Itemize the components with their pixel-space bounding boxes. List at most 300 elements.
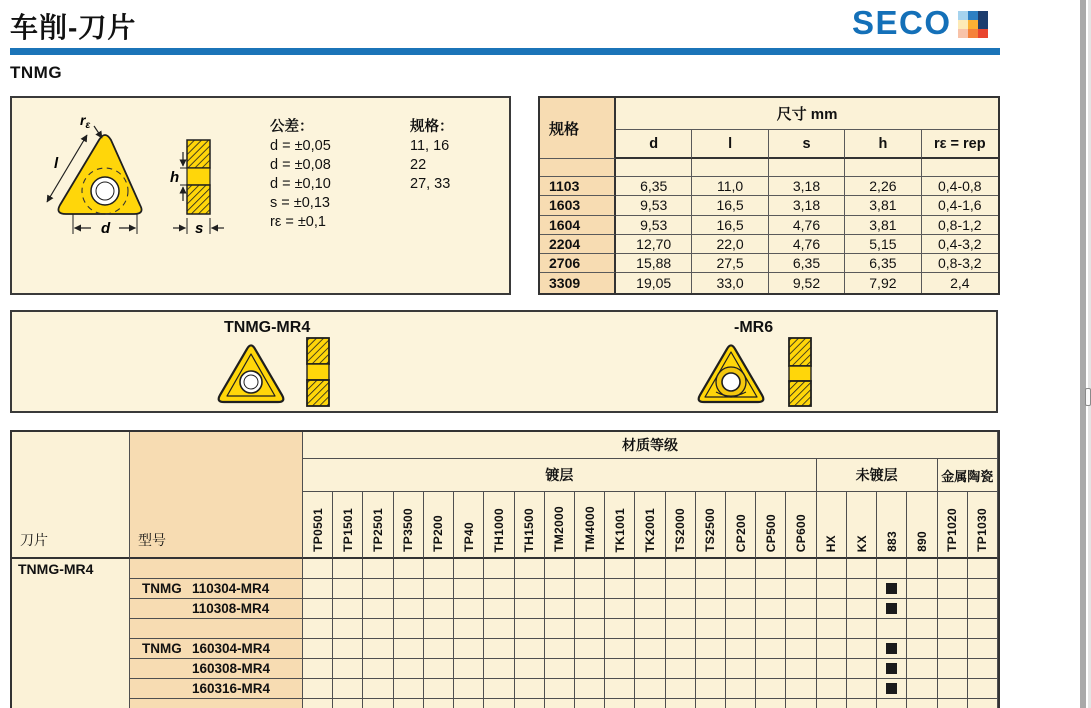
logo-grid-square: [968, 20, 978, 29]
grade-cell: [968, 579, 998, 599]
grade-cell: [303, 639, 333, 659]
tolerance-block: [270, 118, 331, 232]
grade-cell: [635, 579, 665, 599]
grade-cell: [394, 619, 424, 639]
availability-mark: [886, 683, 897, 694]
grade-cell: [515, 699, 545, 708]
grade-col-label: TH1000: [491, 507, 506, 552]
grade-cell: [756, 679, 786, 699]
grade-col-header: [575, 492, 605, 559]
grade-cell: [454, 699, 484, 708]
insert-group-cell: [12, 559, 130, 708]
dim-value-cell: 12,70: [616, 235, 692, 254]
grade-cell: [424, 659, 454, 679]
grade-cell: [938, 579, 968, 599]
grade-cell: [575, 579, 605, 599]
dim-col-header: d: [616, 130, 692, 159]
grade-cell: [847, 699, 877, 708]
grade-cell: [877, 659, 907, 679]
grade-cell: [605, 619, 635, 639]
grade-cell: [394, 639, 424, 659]
grade-col-header: [877, 492, 907, 559]
grade-cell: [575, 699, 605, 708]
dim-value-cell: 33,0: [692, 273, 768, 292]
grade-cell: [515, 619, 545, 639]
grade-cell: [575, 679, 605, 699]
tolerance-line: rε = ±0,1: [270, 214, 326, 230]
grade-cell: [696, 559, 726, 579]
logo-grid-square: [958, 29, 968, 38]
grade-cell: [424, 559, 454, 579]
grade-cell: [333, 599, 363, 619]
dim-spec-col-header: 规格: [540, 98, 616, 159]
grade-cell: [575, 599, 605, 619]
dim-value-cell: 9,53: [616, 196, 692, 215]
grade-cell: [333, 579, 363, 599]
grade-cell: [666, 619, 696, 639]
grade-cell: [726, 659, 756, 679]
grade-cell: [484, 599, 514, 619]
grade-cell: [575, 619, 605, 639]
grade-cell: [786, 559, 816, 579]
grade-cell: [817, 559, 847, 579]
grade-cell: [545, 599, 575, 619]
grade-cell: [394, 679, 424, 699]
grade-col-label: TM2000: [552, 506, 567, 552]
grade-col-header: [938, 492, 968, 559]
r-epsilon-label: $r_\varepsilon$: [80, 112, 91, 131]
grade-cell: [363, 699, 393, 708]
dim-spare-cell: [769, 159, 845, 177]
grade-cell: [756, 699, 786, 708]
grade-col-header: [333, 492, 363, 559]
grade-cell: [515, 679, 545, 699]
dim-value-cell: 0,4-1,6: [922, 196, 998, 215]
grade-cell: [938, 659, 968, 679]
spec-line: 22: [410, 157, 427, 173]
model-cell: [130, 599, 303, 619]
grade-cell: [786, 619, 816, 639]
grade-col-label: TP1020: [945, 508, 960, 552]
grade-cell: [515, 579, 545, 599]
grade-cell: [333, 659, 363, 679]
model-number: 160304-MR4: [192, 641, 271, 656]
grade-cell: [635, 699, 665, 708]
dim-spec-cell: 1604: [540, 216, 616, 235]
model-cell: [130, 639, 303, 659]
grade-cell: [635, 619, 665, 639]
grade-col-header: [756, 492, 786, 559]
grade-cell: [545, 619, 575, 639]
grade-cell: [454, 639, 484, 659]
grade-col-label: TP1501: [340, 508, 355, 552]
grade-cell: [363, 639, 393, 659]
grade-cell: [786, 599, 816, 619]
scrollbar-track[interactable]: [1080, 0, 1086, 708]
insert-side-view: [187, 140, 210, 214]
grade-cell: [575, 559, 605, 579]
grade-cell: [515, 659, 545, 679]
insert-style-right-label: -MR6: [734, 319, 774, 336]
logo-grid-square: [968, 11, 978, 20]
grade-col-label: KX: [854, 534, 869, 552]
insert-col-header: 刀片: [12, 432, 130, 559]
dim-value-cell: 16,5: [692, 216, 768, 235]
grade-cell: [666, 579, 696, 599]
grade-group-header: 镀层: [303, 459, 817, 492]
grade-col-header: [726, 492, 756, 559]
grade-cell: [454, 579, 484, 599]
grade-cell: [666, 639, 696, 659]
grade-cell: [575, 639, 605, 659]
s-label: s: [195, 220, 204, 237]
insert-style-panel: [10, 310, 998, 413]
header-divider: [10, 48, 1000, 55]
dim-value-cell: 2,26: [845, 177, 921, 196]
grade-col-label: TP200: [431, 515, 446, 552]
grade-cell: [786, 659, 816, 679]
grade-col-label: 883: [884, 531, 899, 552]
dim-spare-cell: [845, 159, 921, 177]
dim-value-cell: 0,4-3,2: [922, 235, 998, 254]
dim-value-cell: 7,92: [845, 273, 921, 292]
dim-spec-cell: 1603: [540, 196, 616, 215]
grade-col-label: TS2000: [673, 508, 688, 552]
grade-cell: [394, 659, 424, 679]
grade-cell: [666, 599, 696, 619]
grade-cell: [454, 679, 484, 699]
seco-logo-grid-icon: [958, 11, 988, 38]
grade-cell: [756, 579, 786, 599]
dim-value-cell: 3,81: [845, 216, 921, 235]
grade-col-header: [454, 492, 484, 559]
grade-cell: [363, 679, 393, 699]
grade-cell: [756, 659, 786, 679]
dim-value-cell: 16,5: [692, 196, 768, 215]
tolerance-line: s = ±0,13: [270, 195, 330, 211]
grade-cell: [907, 559, 937, 579]
grade-cell: [847, 659, 877, 679]
grade-cell: [303, 599, 333, 619]
dim-value-cell: 3,18: [769, 177, 845, 196]
grade-cell: [454, 659, 484, 679]
grade-cell: [635, 559, 665, 579]
grade-cell: [696, 679, 726, 699]
insert-style-left-label: TNMG-MR4: [224, 319, 311, 336]
grade-cell: [545, 699, 575, 708]
tolerance-diagram-panel: [10, 96, 511, 295]
grade-col-label: CP200: [733, 513, 748, 552]
grade-cell: [484, 619, 514, 639]
grade-cell: [303, 679, 333, 699]
grade-cell: [938, 559, 968, 579]
grade-cell: [454, 599, 484, 619]
seco-logo-text: SECO: [852, 4, 952, 41]
grade-cell: [605, 659, 635, 679]
grade-cell: [363, 659, 393, 679]
dim-spec-cell: 2706: [540, 254, 616, 273]
grade-cell: [817, 619, 847, 639]
dim-spec-cell: 3309: [540, 273, 616, 292]
dim-value-cell: 5,15: [845, 235, 921, 254]
grade-cell: [605, 639, 635, 659]
grade-col-header: [363, 492, 393, 559]
grade-cell: [968, 639, 998, 659]
grade-cell: [786, 579, 816, 599]
grade-cell: [303, 659, 333, 679]
dim-spare-cell: [540, 159, 616, 177]
model-prefix: TNMG: [142, 641, 182, 656]
grade-cell: [726, 699, 756, 708]
grade-col-label: 890: [914, 531, 929, 552]
model-prefix: TNMG: [142, 581, 182, 596]
grade-cell: [726, 619, 756, 639]
grade-cell: [847, 639, 877, 659]
mr6-top-view: [688, 336, 774, 408]
grade-cell: [363, 599, 393, 619]
section-label: TNMG: [10, 63, 63, 82]
grade-cell: [907, 659, 937, 679]
dim-spec-cell: 1103: [540, 177, 616, 196]
grade-cell: [363, 559, 393, 579]
dim-value-cell: 6,35: [845, 254, 921, 273]
grade-cell: [333, 679, 363, 699]
dim-value-cell: 0,8-1,2: [922, 216, 998, 235]
grade-cell: [877, 639, 907, 659]
grade-cell: [907, 599, 937, 619]
dimension-table: [538, 96, 1000, 295]
scrollbar-thumb[interactable]: [1085, 388, 1091, 406]
dim-value-cell: 19,05: [616, 273, 692, 292]
grade-cell: [394, 559, 424, 579]
dim-value-cell: 27,5: [692, 254, 768, 273]
grade-cell: [907, 679, 937, 699]
grade-cell: [696, 639, 726, 659]
grade-col-header: [424, 492, 454, 559]
dim-value-cell: 3,18: [769, 196, 845, 215]
grade-cell: [817, 679, 847, 699]
grade-cell: [303, 619, 333, 639]
spec-heading: 规格：: [410, 119, 454, 135]
grade-col-label: TP1030: [975, 508, 990, 552]
dim-spare-cell: [922, 159, 998, 177]
grade-cell: [817, 639, 847, 659]
grade-cell: [394, 699, 424, 708]
grade-cell: [333, 559, 363, 579]
grade-cell: [877, 579, 907, 599]
grade-cell: [847, 679, 877, 699]
grade-cell: [726, 679, 756, 699]
dim-unit-header: 尺寸 mm: [616, 98, 998, 130]
grade-cell: [877, 559, 907, 579]
logo-grid-square: [978, 11, 988, 20]
grade-cell: [756, 599, 786, 619]
grade-cell: [968, 679, 998, 699]
dim-value-cell: 6,35: [616, 177, 692, 196]
grade-cell: [817, 579, 847, 599]
grade-cell: [907, 619, 937, 639]
dim-col-header: s: [769, 130, 845, 159]
grade-col-header: [635, 492, 665, 559]
grade-cell: [817, 699, 847, 708]
grade-cell: [515, 559, 545, 579]
dim-value-cell: 0,8-3,2: [922, 254, 998, 273]
grade-cell: [847, 559, 877, 579]
grade-cell: [786, 699, 816, 708]
grade-group-header: 金属陶瓷: [938, 459, 998, 492]
grade-cell: [847, 579, 877, 599]
dim-col-header: rε = rep: [922, 130, 998, 159]
insert-dimension-diagram: [24, 112, 239, 282]
tolerance-line: d = ±0,05: [270, 138, 331, 154]
availability-mark: [886, 663, 897, 674]
insert-group-label: TNMG-MR4: [18, 561, 94, 577]
grade-cell: [424, 599, 454, 619]
grade-cell: [575, 659, 605, 679]
grade-cell: [877, 599, 907, 619]
grade-col-label: TP3500: [401, 508, 416, 552]
availability-mark: [886, 603, 897, 614]
grade-cell: [303, 559, 333, 579]
grade-cell: [635, 599, 665, 619]
model-cell: [130, 679, 303, 699]
grade-cell: [968, 619, 998, 639]
mr4-side-view: [304, 336, 332, 408]
grade-cell: [666, 559, 696, 579]
grade-cell: [333, 619, 363, 639]
grade-cell: [938, 619, 968, 639]
grade-col-label: TP40: [461, 522, 476, 552]
grade-cell: [726, 639, 756, 659]
grade-cell: [605, 599, 635, 619]
grade-cell: [635, 639, 665, 659]
availability-mark: [886, 643, 897, 654]
model-cell: [130, 659, 303, 679]
grade-cell: [938, 679, 968, 699]
model-number: 160316-MR4: [192, 681, 271, 696]
grade-cell: [605, 679, 635, 699]
dim-spare-cell: [692, 159, 768, 177]
grade-cell: [545, 559, 575, 579]
grade-cell: [363, 619, 393, 639]
grade-cell: [515, 639, 545, 659]
grade-cell: [454, 559, 484, 579]
model-cell: [130, 579, 303, 599]
h-label: h: [170, 169, 180, 186]
dim-value-cell: 4,76: [769, 235, 845, 254]
grade-cell: [756, 559, 786, 579]
dim-spare-cell: [616, 159, 692, 177]
grade-cell: [484, 659, 514, 679]
grade-cell: [696, 659, 726, 679]
grade-cell: [907, 579, 937, 599]
dim-value-cell: 0,4-0,8: [922, 177, 998, 196]
grade-cell: [726, 559, 756, 579]
logo-grid-square: [958, 11, 968, 20]
logo-grid-square: [958, 20, 968, 29]
l-label: l: [54, 155, 59, 172]
dim-spec-cell: 2204: [540, 235, 616, 254]
dim-value-cell: 11,0: [692, 177, 768, 196]
grade-cell: [394, 579, 424, 599]
grade-cell: [484, 699, 514, 708]
grade-cell: [938, 599, 968, 619]
grade-col-header: [786, 492, 816, 559]
grade-cell: [545, 659, 575, 679]
grade-cell: [424, 579, 454, 599]
grade-cell: [666, 659, 696, 679]
grade-cell: [545, 639, 575, 659]
grade-cell: [545, 579, 575, 599]
tolerance-heading: 公差：: [270, 119, 314, 135]
grade-cell: [786, 639, 816, 659]
page-title: 车削-刀片: [10, 12, 137, 43]
grade-col-label: CP500: [763, 513, 778, 552]
model-number: 110304-MR4: [192, 581, 270, 596]
grade-cell: [756, 639, 786, 659]
grade-col-header: [394, 492, 424, 559]
model-col-header: 型号: [130, 432, 303, 559]
model-cell: [130, 699, 303, 708]
grade-cell: [424, 619, 454, 639]
grade-col-header: [696, 492, 726, 559]
grade-col-label: CP600: [794, 513, 809, 552]
grade-cell: [666, 679, 696, 699]
dim-value-cell: 2,4: [950, 275, 970, 292]
grade-cell: [696, 579, 726, 599]
grade-table: [10, 430, 1000, 708]
grade-col-header: [545, 492, 575, 559]
grade-col-label: TK1001: [612, 507, 627, 552]
insert-hole-ring: [96, 182, 114, 200]
grade-cell: [907, 699, 937, 708]
grade-cell: [424, 699, 454, 708]
model-number: 160308-MR4: [192, 661, 271, 676]
grade-cell: [605, 559, 635, 579]
dim-col-header: l: [692, 130, 768, 159]
logo-grid-square: [978, 20, 988, 29]
grade-cell: [484, 579, 514, 599]
spec-block: [410, 118, 454, 194]
grade-cell: [484, 639, 514, 659]
grade-cell: [817, 599, 847, 619]
grade-cell: [605, 699, 635, 708]
grade-cell: [424, 679, 454, 699]
grade-cell: [696, 619, 726, 639]
grade-cell: [968, 599, 998, 619]
dim-value-cell: 9,53: [616, 216, 692, 235]
dim-value-cell: 9,52: [769, 273, 845, 292]
grade-cell: [303, 699, 333, 708]
grade-cell: [786, 679, 816, 699]
grade-col-label: TP2501: [371, 508, 386, 552]
dim-value-cell: 15,88: [616, 254, 692, 273]
grade-cell: [847, 619, 877, 639]
grade-col-label: TP0501: [310, 508, 325, 552]
grade-cell: [635, 679, 665, 699]
grade-cell: [726, 599, 756, 619]
grade-col-label: HX: [824, 534, 839, 552]
grade-cell: [907, 639, 937, 659]
grade-group-header: 未镀层: [817, 459, 938, 492]
tolerance-line: d = ±0,10: [270, 176, 331, 192]
mr4-top-view: [208, 336, 294, 408]
logo-grid-square: [968, 29, 978, 38]
grade-col-label: TH1500: [522, 507, 537, 552]
grade-cell: [696, 599, 726, 619]
grade-cell: [515, 599, 545, 619]
model-cell: [130, 619, 303, 639]
